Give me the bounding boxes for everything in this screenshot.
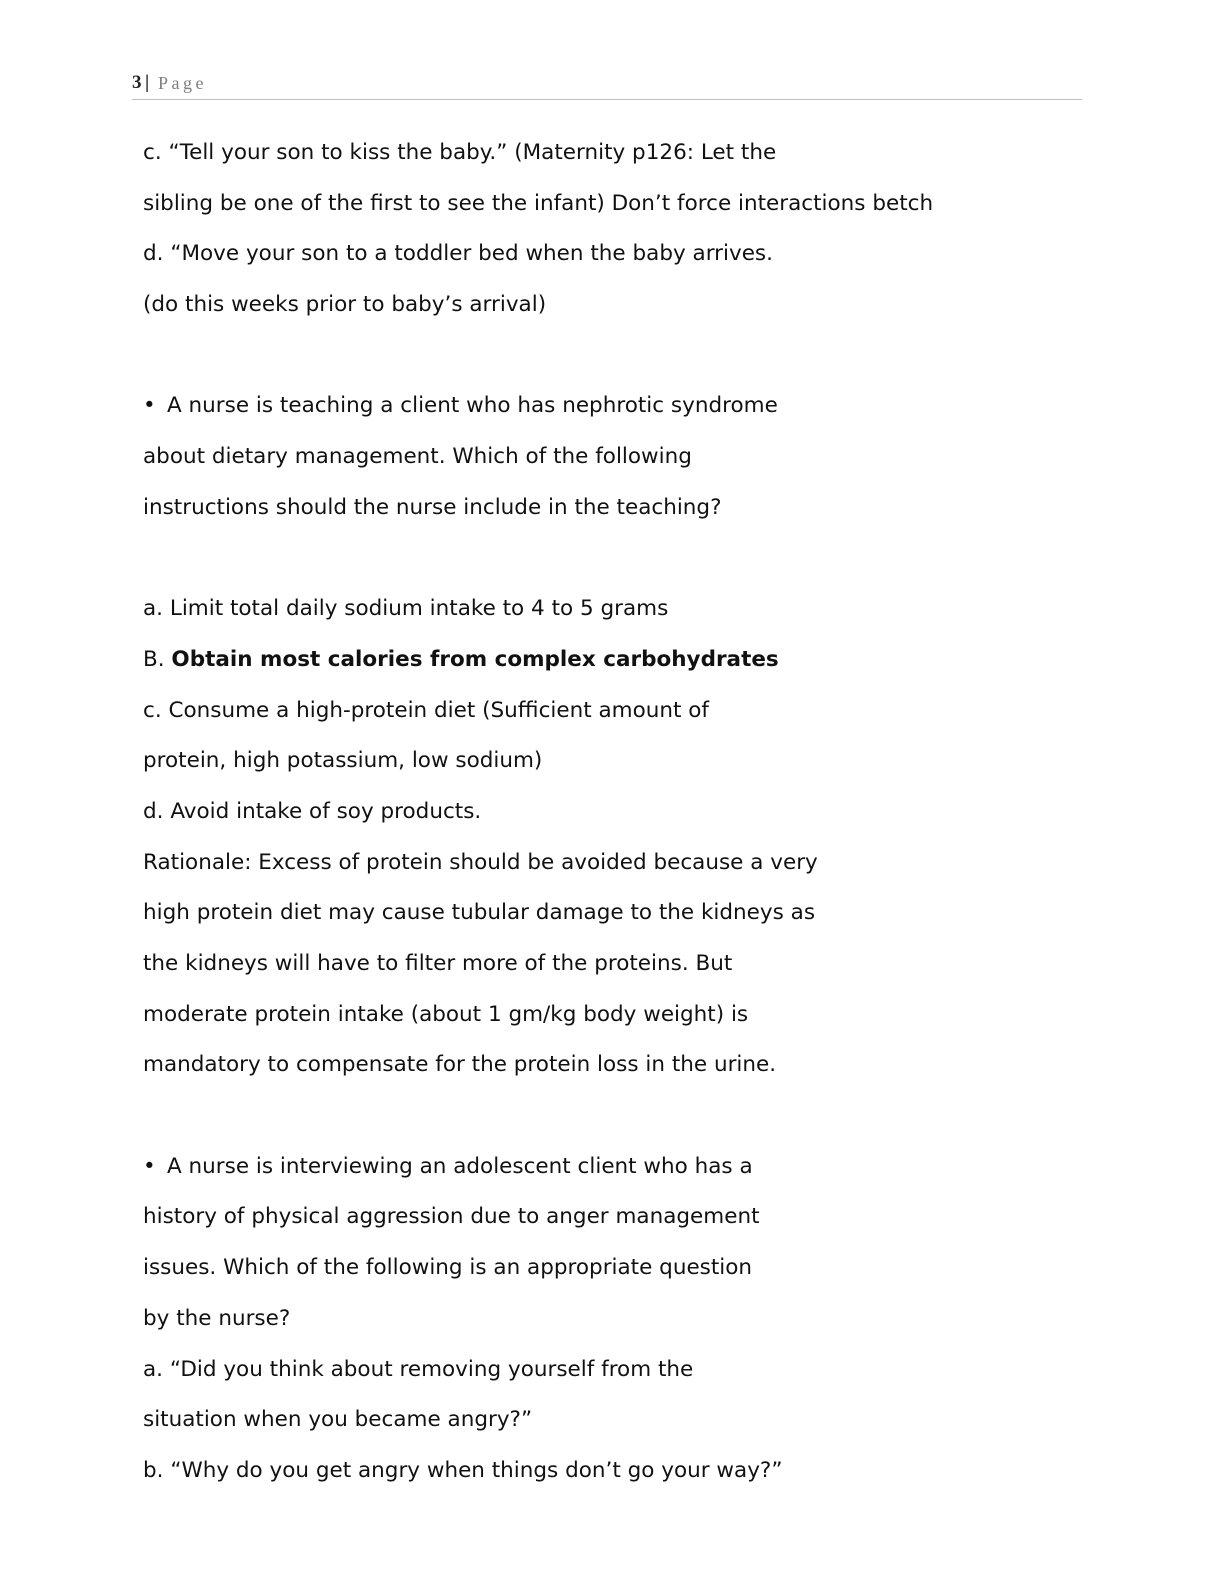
question-1-text: A nurse is teaching a client who has nephrotic syndrome bbox=[167, 393, 778, 419]
rationale-line: Rationale: Excess of protein should be avoided because a very bbox=[143, 849, 818, 875]
text-line: sibling be one of the first to see the infant) Don’t force interactions betch bbox=[143, 190, 934, 216]
option-d: d. Avoid intake of soy products. bbox=[143, 798, 482, 824]
option-b-answer bbox=[143, 642, 1103, 693]
option-a: a. “Did you think about removing yourself from the bbox=[143, 1356, 694, 1382]
option-c: c. Consume a high-protein diet (Sufficient amount of bbox=[143, 697, 710, 723]
option-b-text: Obtain most calories from complex carbohydrates bbox=[171, 646, 779, 672]
text-line: protein, high potassium, low sodium) bbox=[143, 748, 543, 774]
bullet-icon: • bbox=[143, 393, 156, 419]
question-2-text: A nurse is interviewing an adolescent client who has a bbox=[167, 1153, 753, 1179]
text-line: d. “Move your son to a toddler bed when the baby arrives. bbox=[143, 241, 773, 267]
blank-line bbox=[143, 338, 1103, 389]
text-line: situation when you became angry?” bbox=[143, 1407, 533, 1433]
text-line: by the nurse? bbox=[143, 1305, 291, 1331]
blank-line bbox=[143, 541, 1103, 592]
text-line: high protein diet may cause tubular damage to the kidneys as bbox=[143, 900, 816, 926]
text-line: instructions should the nurse include in the teaching? bbox=[143, 494, 722, 520]
text-line: moderate protein intake (about 1 gm/kg body weight) is bbox=[143, 1001, 749, 1027]
page-number: 3 bbox=[132, 72, 142, 93]
question-2-line bbox=[143, 1149, 1103, 1200]
page-header bbox=[132, 72, 1082, 100]
text-line: issues. Which of the following is an appropriate question bbox=[143, 1255, 753, 1281]
bullet-icon: • bbox=[143, 1153, 156, 1179]
page-separator: | bbox=[145, 72, 150, 93]
option-b: b. “Why do you get angry when things don’t go your way?” bbox=[143, 1457, 783, 1483]
option-b-prefix: B. bbox=[143, 646, 172, 672]
page-label: Page bbox=[158, 73, 207, 93]
option-a: a. Limit total daily sodium intake to 4 to 5 grams bbox=[143, 596, 669, 622]
text-line: the kidneys will have to filter more of the proteins. But bbox=[143, 951, 733, 976]
text-line: (do this weeks prior to baby’s arrival) bbox=[143, 292, 547, 318]
text-line: about dietary management. Which of the following bbox=[143, 444, 692, 470]
blank-line bbox=[143, 1098, 1103, 1149]
document-body bbox=[143, 135, 1103, 1504]
text-line: c. “Tell your son to kiss the baby.” (Maternity p126: Let the bbox=[143, 140, 777, 165]
text-line: history of physical aggression due to anger management bbox=[143, 1204, 760, 1230]
text-line: mandatory to compensate for the protein loss in the urine. bbox=[143, 1052, 777, 1078]
question-1-line bbox=[143, 388, 1103, 439]
